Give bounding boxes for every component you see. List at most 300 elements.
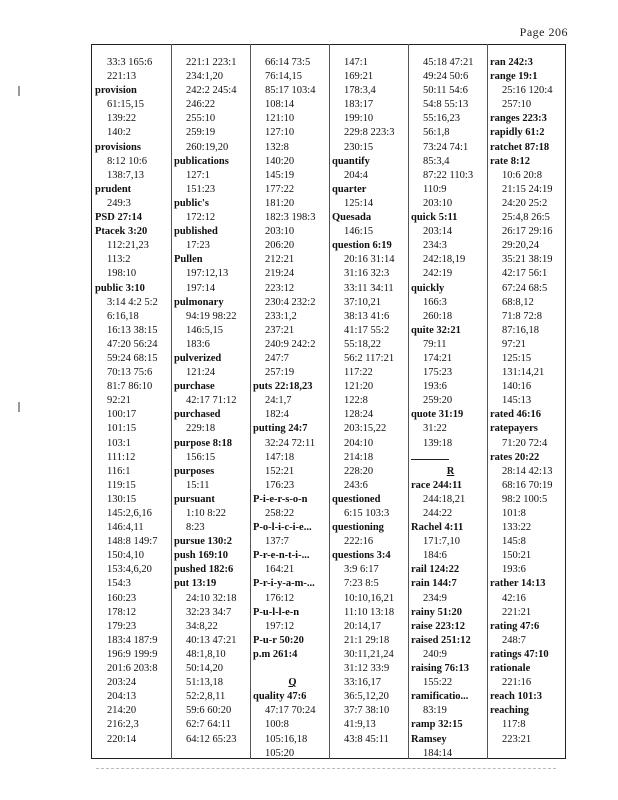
index-term: pursue 130:2 bbox=[174, 536, 233, 548]
index-reference: 196:9 199:9 bbox=[107, 648, 158, 660]
index-term: rates 20:22 bbox=[490, 451, 540, 463]
index-reference: 147:1 bbox=[344, 57, 368, 68]
index-reference: 172:12 bbox=[186, 212, 216, 224]
index-reference: 51:13,18 bbox=[186, 677, 224, 689]
index-reference: 64:12 65:23 bbox=[186, 733, 237, 745]
index-reference: 42:17 71:12 bbox=[186, 395, 237, 407]
index-reference: 214:20 bbox=[107, 705, 137, 717]
index-reference: 154:3 bbox=[107, 578, 131, 590]
index-term: P-r-e-n-t-i-... bbox=[253, 550, 310, 562]
page-number-label: Page 206 bbox=[519, 25, 568, 39]
index-reference: 59:24 68:15 bbox=[107, 352, 158, 364]
index-term: purposes bbox=[174, 465, 215, 477]
index-term: Ptacek 3:20 bbox=[95, 226, 148, 238]
index-term: pursuant bbox=[174, 493, 215, 505]
index-reference: 152:21 bbox=[265, 465, 295, 477]
index-reference: 34:8,22 bbox=[186, 620, 218, 632]
index-reference: 101:15 bbox=[107, 423, 137, 435]
index-reference: 247:7 bbox=[265, 352, 289, 364]
index-reference: 32:23 34:7 bbox=[186, 606, 232, 618]
index-reference: 242:18,19 bbox=[423, 254, 466, 266]
index-column-2 bbox=[174, 56, 253, 747]
index-reference: 242:19 bbox=[423, 268, 453, 280]
index-term: put 13:19 bbox=[174, 578, 217, 590]
index-term: P-u-l-l-e-n bbox=[253, 606, 300, 618]
index-reference: 230:4 232:2 bbox=[265, 296, 316, 308]
index-reference: 32:24 72:11 bbox=[265, 437, 316, 449]
index-reference: 260:18 bbox=[423, 310, 453, 322]
index-reference: 59:6 60:20 bbox=[186, 705, 232, 717]
index-term: published bbox=[174, 226, 218, 238]
index-reference: 220:14 bbox=[107, 733, 137, 745]
index-reference: 31:22 bbox=[423, 423, 447, 435]
index-reference: 125:15 bbox=[502, 352, 532, 364]
index-reference: 3:9 6:17 bbox=[344, 564, 379, 576]
index-term: ratepayers bbox=[490, 423, 538, 435]
index-reference: 131:14,21 bbox=[502, 367, 545, 379]
index-reference: 150:21 bbox=[502, 550, 532, 562]
index-reference: 175:23 bbox=[423, 367, 453, 379]
scan-mark bbox=[18, 86, 20, 96]
index-reference: 10:10,16,21 bbox=[344, 592, 395, 604]
index-reference: 117:22 bbox=[344, 367, 373, 379]
index-reference: 203:24 bbox=[107, 677, 137, 689]
index-reference: 7:23 8:5 bbox=[344, 578, 379, 590]
index-reference: 179:23 bbox=[107, 620, 137, 632]
index-reference: 197:14 bbox=[186, 282, 216, 294]
index-reference: 216:2,3 bbox=[107, 719, 139, 731]
index-reference: 148:8 149:7 bbox=[107, 536, 158, 548]
index-reference: 221:1 223:1 bbox=[186, 57, 237, 68]
index-reference: 151:23 bbox=[186, 183, 216, 195]
index-reference: 113:2 bbox=[107, 254, 131, 266]
index-term: purchased bbox=[174, 409, 221, 421]
index-reference: 33:16,17 bbox=[344, 677, 382, 689]
index-reference: 127:10 bbox=[265, 127, 295, 139]
index-term: quickly bbox=[411, 282, 445, 294]
index-reference: 197:12 bbox=[265, 620, 295, 632]
index-term: ranges 223:3 bbox=[490, 113, 547, 125]
index-reference: 127:1 bbox=[186, 169, 210, 181]
index-term: rather 14:13 bbox=[490, 578, 546, 590]
index-reference: 41:9,13 bbox=[344, 719, 376, 731]
index-term: publications bbox=[174, 155, 229, 167]
index-reference: 10:6 20:8 bbox=[502, 169, 542, 181]
index-reference: 20:14,17 bbox=[344, 620, 382, 632]
index-reference: 121:10 bbox=[265, 113, 295, 125]
index-reference: 55:18,22 bbox=[344, 338, 382, 350]
index-reference: 204:4 bbox=[344, 169, 368, 181]
index-reference: 26:17 29:16 bbox=[502, 226, 553, 238]
index-reference: 201:6 203:8 bbox=[107, 663, 158, 675]
index-reference: 255:10 bbox=[186, 113, 216, 125]
index-reference: 70:13 75:6 bbox=[107, 367, 153, 379]
index-reference: 166:3 bbox=[423, 296, 447, 308]
index-term: pulmonary bbox=[174, 296, 224, 308]
index-reference: 30:11,21,24 bbox=[344, 648, 394, 660]
index-reference: 259:19 bbox=[186, 127, 216, 139]
index-reference: 132:8 bbox=[265, 141, 289, 153]
index-reference: 49:24 50:6 bbox=[423, 71, 469, 83]
index-reference: 171:7,10 bbox=[423, 536, 461, 548]
index-reference: 45:18 47:21 bbox=[423, 57, 474, 68]
index-reference: 61:15,15 bbox=[107, 99, 145, 111]
index-reference: 197:12,13 bbox=[186, 268, 229, 280]
index-reference: 153:4,6,20 bbox=[107, 564, 152, 576]
index-reference: 240:9 bbox=[423, 648, 447, 660]
index-reference: 83:19 bbox=[423, 705, 447, 717]
scan-mark bbox=[18, 402, 20, 412]
index-reference: 6:16,18 bbox=[107, 310, 139, 322]
index-reference: 50:14,20 bbox=[186, 663, 224, 675]
index-term: quote 31:19 bbox=[411, 409, 464, 421]
index-reference: 146:4,11 bbox=[107, 522, 144, 534]
index-reference: 139:22 bbox=[107, 113, 137, 125]
index-term: purpose 8:18 bbox=[174, 437, 233, 449]
index-reference: 62:7 64:11 bbox=[186, 719, 231, 731]
index-term: purchase bbox=[174, 381, 215, 393]
index-reference: 137:7 bbox=[265, 536, 289, 548]
index-term: public's bbox=[174, 197, 210, 209]
index-reference: 25:16 120:4 bbox=[502, 85, 553, 97]
index-reference: 36:5,12,20 bbox=[344, 691, 389, 703]
index-reference: 203:10 bbox=[423, 197, 453, 209]
index-reference: 147:18 bbox=[265, 451, 295, 463]
index-reference: 87:22 110:3 bbox=[423, 169, 474, 181]
index-term: raising 76:13 bbox=[411, 663, 470, 675]
index-reference: 233:1,2 bbox=[265, 310, 297, 322]
index-reference: 16:13 38:15 bbox=[107, 324, 158, 336]
index-reference: 183:6 bbox=[186, 338, 210, 350]
index-term: PSD 27:14 bbox=[95, 212, 142, 224]
index-letter-heading: Q bbox=[288, 677, 297, 689]
index-reference: 145:13 bbox=[502, 395, 532, 407]
index-term: raised 251:12 bbox=[411, 634, 471, 646]
index-reference: 198:10 bbox=[107, 268, 137, 280]
index-reference: 228:20 bbox=[344, 465, 374, 477]
index-reference: 11:10 13:18 bbox=[344, 606, 395, 618]
index-reference: 28:14 42:13 bbox=[502, 465, 553, 477]
index-reference: 204:10 bbox=[344, 437, 374, 449]
index-reference: 156:15 bbox=[186, 451, 216, 463]
index-term: P-i-e-r-s-o-n bbox=[253, 493, 308, 505]
index-term: ratchet 87:18 bbox=[490, 141, 550, 153]
index-reference: 199:10 bbox=[344, 113, 374, 125]
index-reference: 20:16 31:14 bbox=[344, 254, 395, 266]
index-reference: 140:20 bbox=[265, 155, 295, 167]
index-reference: 56:1,8 bbox=[423, 127, 450, 139]
index-term: P-o-l-i-c-i-e... bbox=[253, 522, 312, 534]
index-term: provision bbox=[95, 85, 137, 97]
index-reference: 100:17 bbox=[107, 409, 137, 421]
index-term: quarter bbox=[332, 183, 367, 195]
index-reference: 257:19 bbox=[265, 367, 295, 379]
index-reference: 42:17 56:1 bbox=[502, 268, 548, 280]
index-reference: 73:24 74:1 bbox=[423, 141, 469, 153]
index-reference: 50:11 54:6 bbox=[423, 85, 468, 97]
index-reference: 94:19 98:22 bbox=[186, 310, 237, 322]
index-reference: 150:4,10 bbox=[107, 550, 145, 562]
index-term: rapidly 61:2 bbox=[490, 127, 545, 139]
index-reference: 3:14 4:2 5:2 bbox=[107, 296, 158, 308]
index-term: questions 3:4 bbox=[332, 550, 391, 562]
index-column-1 bbox=[95, 56, 174, 747]
index-reference: 133:22 bbox=[502, 522, 532, 534]
index-term: rainy 51:20 bbox=[411, 606, 463, 618]
index-reference: 40:13 47:21 bbox=[186, 634, 237, 646]
index-reference: 203:10 bbox=[265, 226, 295, 238]
index-reference: 43:8 45:11 bbox=[344, 733, 389, 745]
index-reference: 244:18,21 bbox=[423, 493, 466, 505]
index-reference: 145:2,6,16 bbox=[107, 508, 152, 519]
index-reference: 164:21 bbox=[265, 564, 295, 576]
index-reference: 117:8 bbox=[502, 719, 526, 731]
index-term: public 3:10 bbox=[95, 282, 145, 294]
index-reference: 85:17 103:4 bbox=[265, 85, 316, 97]
index-reference: 176:23 bbox=[265, 479, 295, 491]
index-reference: 98:2 100:5 bbox=[502, 493, 548, 505]
index-reference: 24:10 32:18 bbox=[186, 592, 237, 604]
index-reference: 68:16 70:19 bbox=[502, 479, 553, 491]
index-term: rate 8:12 bbox=[490, 155, 530, 167]
index-term: quite 32:21 bbox=[411, 324, 461, 336]
index-reference: 182:4 bbox=[265, 409, 289, 421]
index-column-4 bbox=[332, 56, 411, 747]
index-term: questioning bbox=[332, 522, 384, 534]
index-reference: 81:7 86:10 bbox=[107, 381, 153, 393]
index-reference: 37:10,21 bbox=[344, 296, 382, 308]
index-reference: 234:1,20 bbox=[186, 71, 224, 83]
index-reference: 229:8 223:3 bbox=[344, 127, 395, 139]
index-reference: 140:2 bbox=[107, 127, 131, 139]
index-term: ratings 47:10 bbox=[490, 648, 549, 660]
index-reference: 79:11 bbox=[423, 338, 447, 350]
index-reference: 68:8,12 bbox=[502, 296, 534, 308]
index-reference: 37:7 38:10 bbox=[344, 705, 390, 717]
index-reference: 41:17 55:2 bbox=[344, 324, 390, 336]
index-reference: 52:2,8,11 bbox=[186, 691, 226, 703]
index-term: ran 242:3 bbox=[490, 57, 533, 68]
index-reference: 101:8 bbox=[502, 508, 526, 519]
index-reference: 71:20 72:4 bbox=[502, 437, 548, 449]
index-reference: 193:6 bbox=[423, 381, 447, 393]
index-reference: 183:4 187:9 bbox=[107, 634, 158, 646]
index-reference: 6:15 103:3 bbox=[344, 508, 390, 519]
index-reference: 206:20 bbox=[265, 240, 295, 252]
index-reference: 76:14,15 bbox=[265, 71, 303, 83]
index-reference: 146:5,15 bbox=[186, 324, 224, 336]
index-term: P-r-i-y-a-m-... bbox=[253, 578, 315, 590]
index-reference: 112:21,23 bbox=[107, 240, 149, 252]
index-reference: 169:21 bbox=[344, 71, 374, 83]
index-reference: 244:22 bbox=[423, 508, 453, 519]
index-term: range 19:1 bbox=[490, 71, 538, 83]
index-term: pulverized bbox=[174, 352, 222, 364]
index-reference: 214:18 bbox=[344, 451, 374, 463]
index-term: rain 144:7 bbox=[411, 578, 457, 590]
index-term: race 244:11 bbox=[411, 479, 463, 491]
index-reference: 87:16,18 bbox=[502, 324, 540, 336]
index-term: quantify bbox=[332, 155, 370, 167]
index-reference: 29:20,24 bbox=[502, 240, 540, 252]
index-term: rail 124:22 bbox=[411, 564, 460, 576]
index-reference: 243:6 bbox=[344, 479, 368, 491]
index-term: puts 22:18,23 bbox=[253, 381, 313, 393]
index-reference: 121:24 bbox=[186, 367, 216, 379]
index-reference: 55:16,23 bbox=[423, 113, 461, 125]
index-reference: 47:20 56:24 bbox=[107, 338, 158, 350]
index-reference: 246:22 bbox=[186, 99, 216, 111]
index-reference: 85:3,4 bbox=[423, 155, 450, 167]
index-reference: 257:10 bbox=[502, 99, 532, 111]
index-reference: 31:16 32:3 bbox=[344, 268, 390, 280]
index-reference: 249:3 bbox=[107, 197, 131, 209]
index-reference: 100:8 bbox=[265, 719, 289, 731]
index-reference: 223:12 bbox=[265, 282, 295, 294]
index-reference: 223:21 bbox=[502, 733, 532, 745]
index-reference: 234:9 bbox=[423, 592, 447, 604]
index-reference: 38:13 41:6 bbox=[344, 310, 390, 322]
index-reference: 33:3 165:6 bbox=[107, 57, 153, 68]
index-reference: 67:24 68:5 bbox=[502, 282, 548, 294]
index-reference: 17:23 bbox=[186, 240, 210, 252]
index-reference: 15:11 bbox=[186, 479, 210, 491]
index-reference: 248:7 bbox=[502, 634, 526, 646]
index-reference: 155:22 bbox=[423, 677, 453, 689]
index-reference: 116:1 bbox=[107, 465, 131, 477]
index-reference: 54:8 55:13 bbox=[423, 99, 469, 111]
index-term: push 169:10 bbox=[174, 550, 228, 562]
index-letter-heading: R bbox=[446, 465, 455, 477]
section-rule bbox=[411, 451, 490, 465]
index-reference: 24:20 25:2 bbox=[502, 197, 548, 209]
index-reference: 193:6 bbox=[502, 564, 526, 576]
index-term: p.m 261:4 bbox=[253, 648, 298, 660]
index-term: quality 47:6 bbox=[253, 691, 307, 703]
index-reference: 119:15 bbox=[107, 479, 136, 491]
index-term: rationale bbox=[490, 663, 531, 675]
index-reference: 237:21 bbox=[265, 324, 295, 336]
index-reference: 204:13 bbox=[107, 691, 137, 703]
index-reference: 92:21 bbox=[107, 395, 131, 407]
index-reference: 21:1 29:18 bbox=[344, 634, 390, 646]
page-footer-rule bbox=[96, 768, 556, 769]
index-column-5 bbox=[411, 56, 490, 761]
index-column-3 bbox=[253, 56, 332, 761]
index-reference: 125:14 bbox=[344, 197, 374, 209]
index-reference: 259:20 bbox=[423, 395, 453, 407]
index-reference: 181:20 bbox=[265, 197, 295, 209]
index-term: rating 47:6 bbox=[490, 620, 540, 632]
index-reference: 33:11 34:11 bbox=[344, 282, 394, 294]
index-reference: 21:15 24:19 bbox=[502, 183, 553, 195]
index-reference: 105:16,18 bbox=[265, 733, 308, 745]
index-reference: 184:6 bbox=[423, 550, 447, 562]
index-reference: 221:21 bbox=[502, 606, 532, 618]
index-reference: 42:16 bbox=[502, 592, 526, 604]
index-term: rated 46:16 bbox=[490, 409, 542, 421]
index-reference: 258:22 bbox=[265, 508, 295, 519]
index-reference: 146:15 bbox=[344, 226, 374, 238]
index-reference: 242:2 245:4 bbox=[186, 85, 237, 97]
index-reference: 140:16 bbox=[502, 381, 532, 393]
index-term: prudent bbox=[95, 183, 132, 195]
index-reference: 31:12 33:9 bbox=[344, 663, 390, 675]
index-term: quick 5:11 bbox=[411, 212, 458, 224]
index-reference: 234:3 bbox=[423, 240, 447, 252]
index-term: ramificatio... bbox=[411, 691, 469, 703]
index-reference: 221:13 bbox=[107, 71, 137, 83]
index-reference: 105:20 bbox=[265, 747, 295, 759]
index-reference: 212:21 bbox=[265, 254, 295, 266]
index-reference: 219:24 bbox=[265, 268, 295, 280]
index-reference: 203:14 bbox=[423, 226, 453, 238]
index-reference: 8:23 bbox=[186, 522, 205, 534]
index-reference: 139:18 bbox=[423, 437, 453, 449]
index-reference: 176:12 bbox=[265, 592, 295, 604]
index-term: raise 223:12 bbox=[411, 620, 465, 632]
index-reference: 8:12 10:6 bbox=[107, 155, 147, 167]
index-column-6 bbox=[490, 56, 569, 747]
index-reference: 130:15 bbox=[107, 493, 137, 505]
index-reference: 25:4,8 26:5 bbox=[502, 212, 550, 224]
index-term: putting 24:7 bbox=[253, 423, 308, 435]
index-reference: 160:23 bbox=[107, 592, 137, 604]
index-reference: 177:22 bbox=[265, 183, 295, 195]
index-term: question 6:19 bbox=[332, 240, 392, 252]
index-reference bbox=[253, 662, 332, 676]
index-term: provisions bbox=[95, 141, 141, 153]
index-reference: 108:14 bbox=[265, 99, 295, 111]
index-reference: 103:1 bbox=[107, 437, 131, 449]
index-reference: 230:15 bbox=[344, 141, 374, 153]
index-reference: 111:12 bbox=[107, 451, 136, 463]
index-reference: 145:19 bbox=[265, 169, 295, 181]
index-reference: 240:9 242:2 bbox=[265, 338, 316, 350]
index-term: Rachel 4:11 bbox=[411, 522, 464, 534]
index-term: P-u-r 50:20 bbox=[253, 634, 304, 646]
index-reference: 260:19,20 bbox=[186, 141, 229, 153]
index-reference: 221:16 bbox=[502, 677, 532, 689]
index-reference: 110:9 bbox=[423, 183, 447, 195]
index-term: Pullen bbox=[174, 254, 203, 266]
index-reference: 47:17 70:24 bbox=[265, 705, 316, 717]
index-reference: 203:15,22 bbox=[344, 423, 387, 435]
index-reference: 183:17 bbox=[344, 99, 374, 111]
index-reference: 145:8 bbox=[502, 536, 526, 548]
index-reference: 174:21 bbox=[423, 352, 453, 364]
index-reference: 66:14 73:5 bbox=[265, 57, 311, 68]
index-reference: 121:20 bbox=[344, 381, 374, 393]
index-reference: 97:21 bbox=[502, 338, 526, 350]
index-reference: 138:7,13 bbox=[107, 169, 145, 181]
index-term: Quesada bbox=[332, 212, 372, 224]
index-reference: 24:1,7 bbox=[265, 395, 292, 407]
index-reference: 122:8 bbox=[344, 395, 368, 407]
index-term: pushed 182:6 bbox=[174, 564, 234, 576]
index-reference: 1:10 8:22 bbox=[186, 508, 226, 519]
index-reference: 48:1,8,10 bbox=[186, 648, 226, 660]
index-reference: 182:3 198:3 bbox=[265, 212, 316, 224]
index-reference: 229:18 bbox=[186, 423, 216, 435]
index-term: questioned bbox=[332, 493, 381, 505]
index-reference: 222:16 bbox=[344, 536, 374, 548]
index-reference: 35:21 38:19 bbox=[502, 254, 553, 266]
index-term: ramp 32:15 bbox=[411, 719, 463, 731]
index-term: reach 101:3 bbox=[490, 691, 543, 703]
index-reference: 178:12 bbox=[107, 606, 137, 618]
index-term: Ramsey bbox=[411, 733, 447, 745]
